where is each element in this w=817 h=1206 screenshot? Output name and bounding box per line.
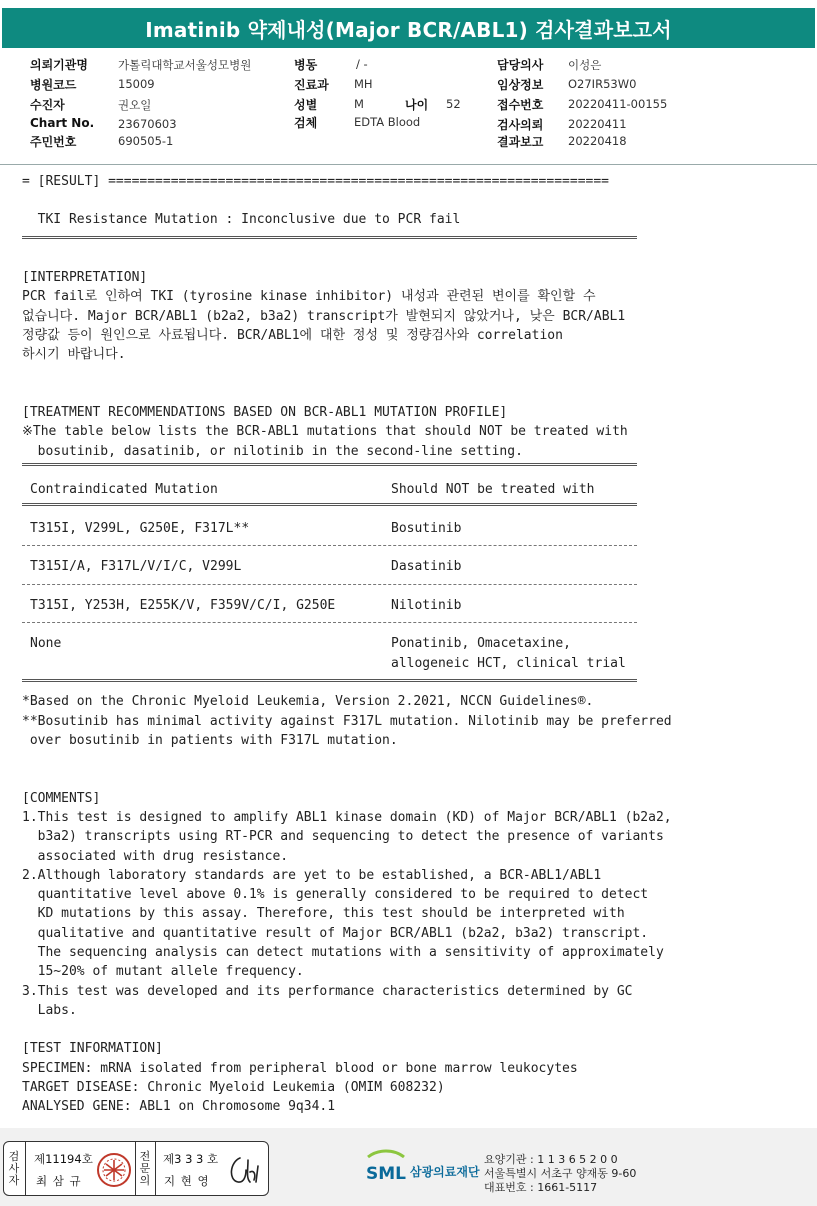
comment-line: 15~20% of mutant allele frequency. [22, 964, 304, 979]
signature-icon [224, 1152, 264, 1188]
comments-heading: [COMMENTS] [22, 791, 101, 806]
interpretation-line: 없습니다. Major BCR/ABL1 (b2a2, b3a2) transcript가 발현되지 않았거나, 낮은 BCR/ABL1 [22, 309, 626, 324]
footnote: **Bosutinib has minimal activity against F317L mutation. Nilotinib may be preferred [22, 714, 672, 729]
treatment-note: ※The table below lists the BCR-ABL1 mutations that should NOT be treated with [22, 424, 628, 439]
age-value: 52 [446, 97, 461, 111]
table-cell-drug: Bosutinib [391, 521, 462, 536]
table-top-rule [22, 463, 637, 466]
result-heading: = [RESULT] ================================================================ [22, 174, 609, 189]
resident-label: 주민번호 [30, 135, 77, 149]
table-row-rule [22, 584, 637, 585]
examinee-value: 권오일 [118, 98, 152, 112]
table-cell-drug-cont: allogeneic HCT, clinical trial [391, 656, 626, 671]
divider [155, 1142, 156, 1195]
specimen-value: EDTA Blood [354, 115, 421, 129]
comment-line: quantitative level above 0.1% is generally considered to be required to detect [22, 887, 649, 902]
receipt-value: 20220411-00155 [568, 97, 668, 111]
table-row-rule [22, 622, 637, 623]
table-cell-drug: Dasatinib [391, 559, 462, 574]
treatment-heading: [TREATMENT RECOMMENDATIONS BASED ON BCR-ABL1 MUTATION PROFILE] [22, 405, 508, 420]
hospital-code-value: 15009 [118, 77, 155, 91]
chart-value: 23670603 [118, 117, 177, 131]
divider [25, 1142, 26, 1195]
report-title: Imatinib 약제내성(Major BCR/ABL1) 검사결과보고서 [2, 8, 815, 48]
comment-line: 3.This test was developed and its performance characteristics determined by GC [22, 984, 633, 999]
ward-value: / - [356, 57, 368, 71]
org-address: 서울특별시 서초구 양재동 9-60 [484, 1167, 637, 1180]
patient-header [0, 54, 817, 166]
institution-value: 가톨릭대학교서울성모병원 [118, 58, 252, 72]
institution-label: 의뢰기관명 [30, 58, 88, 72]
specialist-name: 지 현 영 [164, 1174, 210, 1188]
table-row-rule [22, 545, 637, 546]
specialist-license: 제3 3 3 호 [163, 1152, 219, 1166]
examiner-license: 제11194호 [34, 1152, 93, 1166]
table-bottom-rule [22, 679, 637, 682]
footnote: *Based on the Chronic Myeloid Leukemia, Version 2.2021, NCCN Guidelines®. [22, 694, 594, 709]
comment-line: b3a2) transcripts using RT-PCR and sequencing to detect the presence of variants [22, 829, 664, 844]
dept-label: 진료과 [294, 78, 329, 92]
header-divider [0, 164, 817, 165]
test-info-gene: ANALYSED GENE: ABL1 on Chromosome 9q34.1 [22, 1099, 336, 1114]
sex-label: 성별 [294, 98, 318, 112]
test-info-heading: [TEST INFORMATION] [22, 1041, 163, 1056]
hospital-code-label: 병원코드 [30, 78, 77, 92]
ward-label: 병동 [294, 58, 318, 72]
request-label: 검사의뢰 [497, 118, 544, 132]
interpretation-line: PCR fail로 인하여 TKI (tyrosine kinase inhibitor) 내성과 관련된 변이를 확인할 수 [22, 289, 596, 304]
specialist-label: 전문의 [139, 1150, 151, 1187]
doctor-value: 이성은 [568, 58, 602, 72]
examiner-label: 검사자 [8, 1150, 20, 1187]
footnote: over bosutinib in patients with F317L mutation. [22, 733, 398, 748]
comment-line: Labs. [22, 1003, 77, 1018]
divider [135, 1142, 136, 1195]
result-rule [22, 236, 637, 239]
dept-value: MH [354, 77, 373, 91]
comment-line: associated with drug resistance. [22, 849, 289, 864]
examiner-name: 최 삼 규 [36, 1174, 82, 1188]
resident-value: 690505-1 [118, 134, 174, 148]
comment-line: The sequencing analysis can detect mutations with a sensitivity of approximately [22, 945, 664, 960]
table-header-rule [22, 503, 637, 506]
logo-text: SML [366, 1164, 406, 1184]
interpretation-line: 하시기 바랍니다. [22, 347, 126, 362]
age-label: 나이 [405, 98, 429, 112]
result-line: TKI Resistance Mutation : Inconclusive due to PCR fail [22, 212, 461, 227]
table-cell-mutation: T315I, V299L, G250E, F317L** [30, 521, 250, 536]
comment-line: 1.This test is designed to amplify ABL1 kinase domain (KD) of Major BCR/ABL1 (b2a2, [22, 810, 672, 825]
sml-logo-icon [364, 1149, 408, 1187]
examinee-label: 수진자 [30, 98, 65, 112]
treatment-note: bosutinib, dasatinib, or nilotinib in the second-line setting. [22, 444, 523, 459]
org-name: 삼광의료재단 [410, 1165, 480, 1179]
table-cell-mutation: T315I, Y253H, E255K/V, F359V/C/I, G250E [30, 598, 336, 613]
table-cell-drug: Ponatinib, Omacetaxine, [391, 636, 572, 651]
sex-value: M [354, 97, 364, 111]
org-phone: 대표번호 : 1661-5117 [484, 1181, 598, 1194]
test-info-disease: TARGET DISEASE: Chronic Myeloid Leukemia (OMIM 608232) [22, 1080, 445, 1095]
comment-line: KD mutations by this assay. Therefore, this test should be interpreted with [22, 906, 625, 921]
institution-code: 요양기관 : 1 1 3 6 5 2 0 0 [484, 1153, 618, 1166]
report-label: 결과보고 [497, 135, 544, 149]
clinical-value: O27IR53W0 [568, 77, 637, 91]
signature-box [3, 1141, 269, 1196]
table-header-drug: Should NOT be treated with [391, 482, 595, 497]
chart-label: Chart No. [30, 116, 95, 130]
test-info-specimen: SPECIMEN: mRNA isolated from peripheral blood or bone marrow leukocytes [22, 1061, 578, 1076]
request-value: 20220411 [568, 117, 627, 131]
interpretation-heading: [INTERPRETATION] [22, 270, 148, 285]
table-cell-mutation: T315I/A, F317L/V/I/C, V299L [30, 559, 242, 574]
table-header-mutation: Contraindicated Mutation [30, 482, 218, 497]
report-value: 20220418 [568, 134, 627, 148]
seal-stamp-icon [96, 1152, 132, 1188]
clinical-label: 임상정보 [497, 78, 544, 92]
table-cell-mutation: None [30, 636, 62, 651]
doctor-label: 담당의사 [497, 58, 544, 72]
comment-line: 2.Although laboratory standards are yet to be established, a BCR-ABL1/ABL1 [22, 868, 602, 883]
interpretation-line: 정량값 등이 원인으로 사료됩니다. BCR/ABL1에 대한 정성 및 정량검사와 correlation [22, 328, 563, 343]
table-cell-drug: Nilotinib [391, 598, 462, 613]
receipt-label: 접수번호 [497, 98, 544, 112]
comment-line: qualitative and quantitative result of Major BCR/ABL1 (b2a2, b3a2) transcript. [22, 926, 649, 941]
specimen-label: 검체 [294, 116, 318, 130]
